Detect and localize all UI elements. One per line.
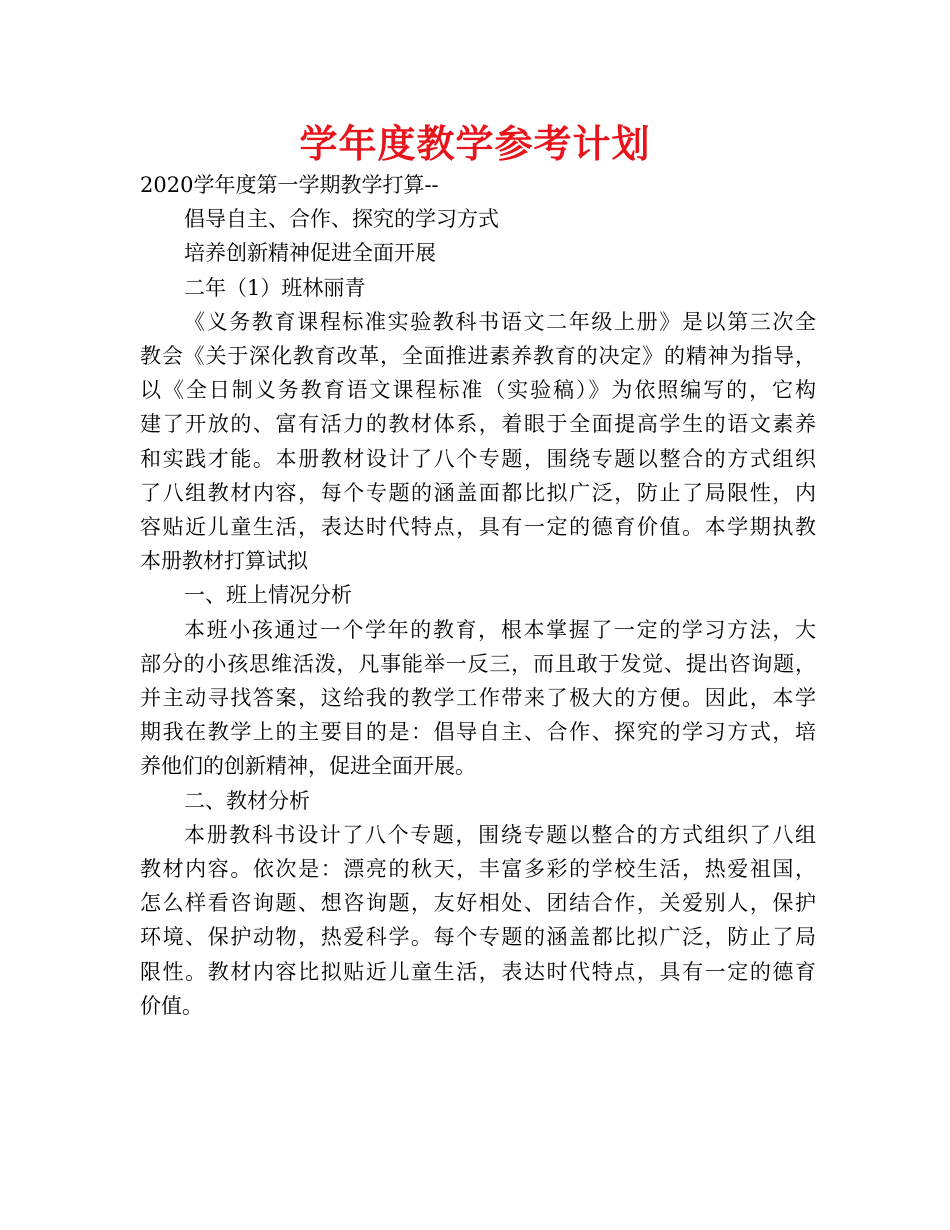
text-line: 教会《关于深化教育改革，全面推进素养教育的决定》的精神为指导，: [140, 344, 816, 369]
document-body: [140, 168, 816, 1023]
text-line: 本班小孩通过一个学年的教育，根本掌握了一定的学习方法，大: [184, 617, 816, 642]
section-heading-2: 二、教材分析: [184, 788, 310, 813]
text-line: 本册教材打算试拟: [140, 549, 308, 574]
text-line: 部分的小孩思维活泼，凡事能举一反三，而且敢于发觉、提出咨询题，: [140, 651, 816, 676]
text-line: 建了开放的、富有活力的教材体系，着眼于全面提高学生的语文素养: [140, 412, 816, 437]
text-line: 价值。: [140, 993, 203, 1018]
text-line: 限性。教材内容比拟贴近儿童生活，表达时代特点，具有一定的德育: [140, 959, 816, 984]
text-line: 了八组教材内容，每个专题的涵盖面都比拟广泛，防止了局限性，内: [140, 480, 816, 505]
text-line: 教材内容。依次是：漂亮的秋天，丰富多彩的学校生活，热爱祖国，: [140, 857, 816, 882]
slogan-line-2: 培养创新精神促进全面开展: [184, 241, 436, 266]
section-heading-1: 一、班上情况分析: [184, 583, 352, 608]
subtitle-line: 2020学年度第一学期教学打算--: [140, 173, 439, 197]
text-line: 养他们的创新精神，促进全面开展。: [140, 754, 476, 779]
document-title: 学年度教学参考计划: [299, 122, 651, 166]
text-line: 和实践才能。本册教材设计了八个专题，围绕专题以整合的方式组织: [140, 446, 816, 471]
text-line: 期我在教学上的主要目的是：倡导自主、合作、探究的学习方式，培: [140, 720, 816, 745]
text-line: 容贴近儿童生活，表达时代特点，具有一定的德育价值。本学期执教: [140, 515, 816, 540]
text-line: 环境、保护动物，热爱科学。每个专题的涵盖都比拟广泛，防止了局: [140, 925, 816, 950]
text-line: 《义务教育课程标准实验教科书语文二年级上册》是以第三次全: [184, 309, 816, 334]
text-line: 怎么样看咨询题、想咨询题，友好相处、团结合作，关爱别人，保护: [140, 891, 816, 916]
class-teacher-line: 二年（1）班林丽青: [184, 275, 366, 300]
section1-paragraph: [140, 613, 816, 784]
section2-paragraph: [140, 818, 816, 1023]
text-line: 本册教科书设计了八个专题，围绕专题以整合的方式组织了八组: [184, 822, 816, 847]
slogan-line-1: 倡导自主、合作、探究的学习方式: [184, 207, 499, 232]
text-line: 并主动寻找答案，这给我的教学工作带来了极大的方便。因此，本学: [140, 686, 816, 711]
intro-paragraph: [140, 305, 816, 579]
text-line: 以《全日制义务教育语文课程标准（实验稿）》为依照编写的，它构: [140, 378, 816, 403]
